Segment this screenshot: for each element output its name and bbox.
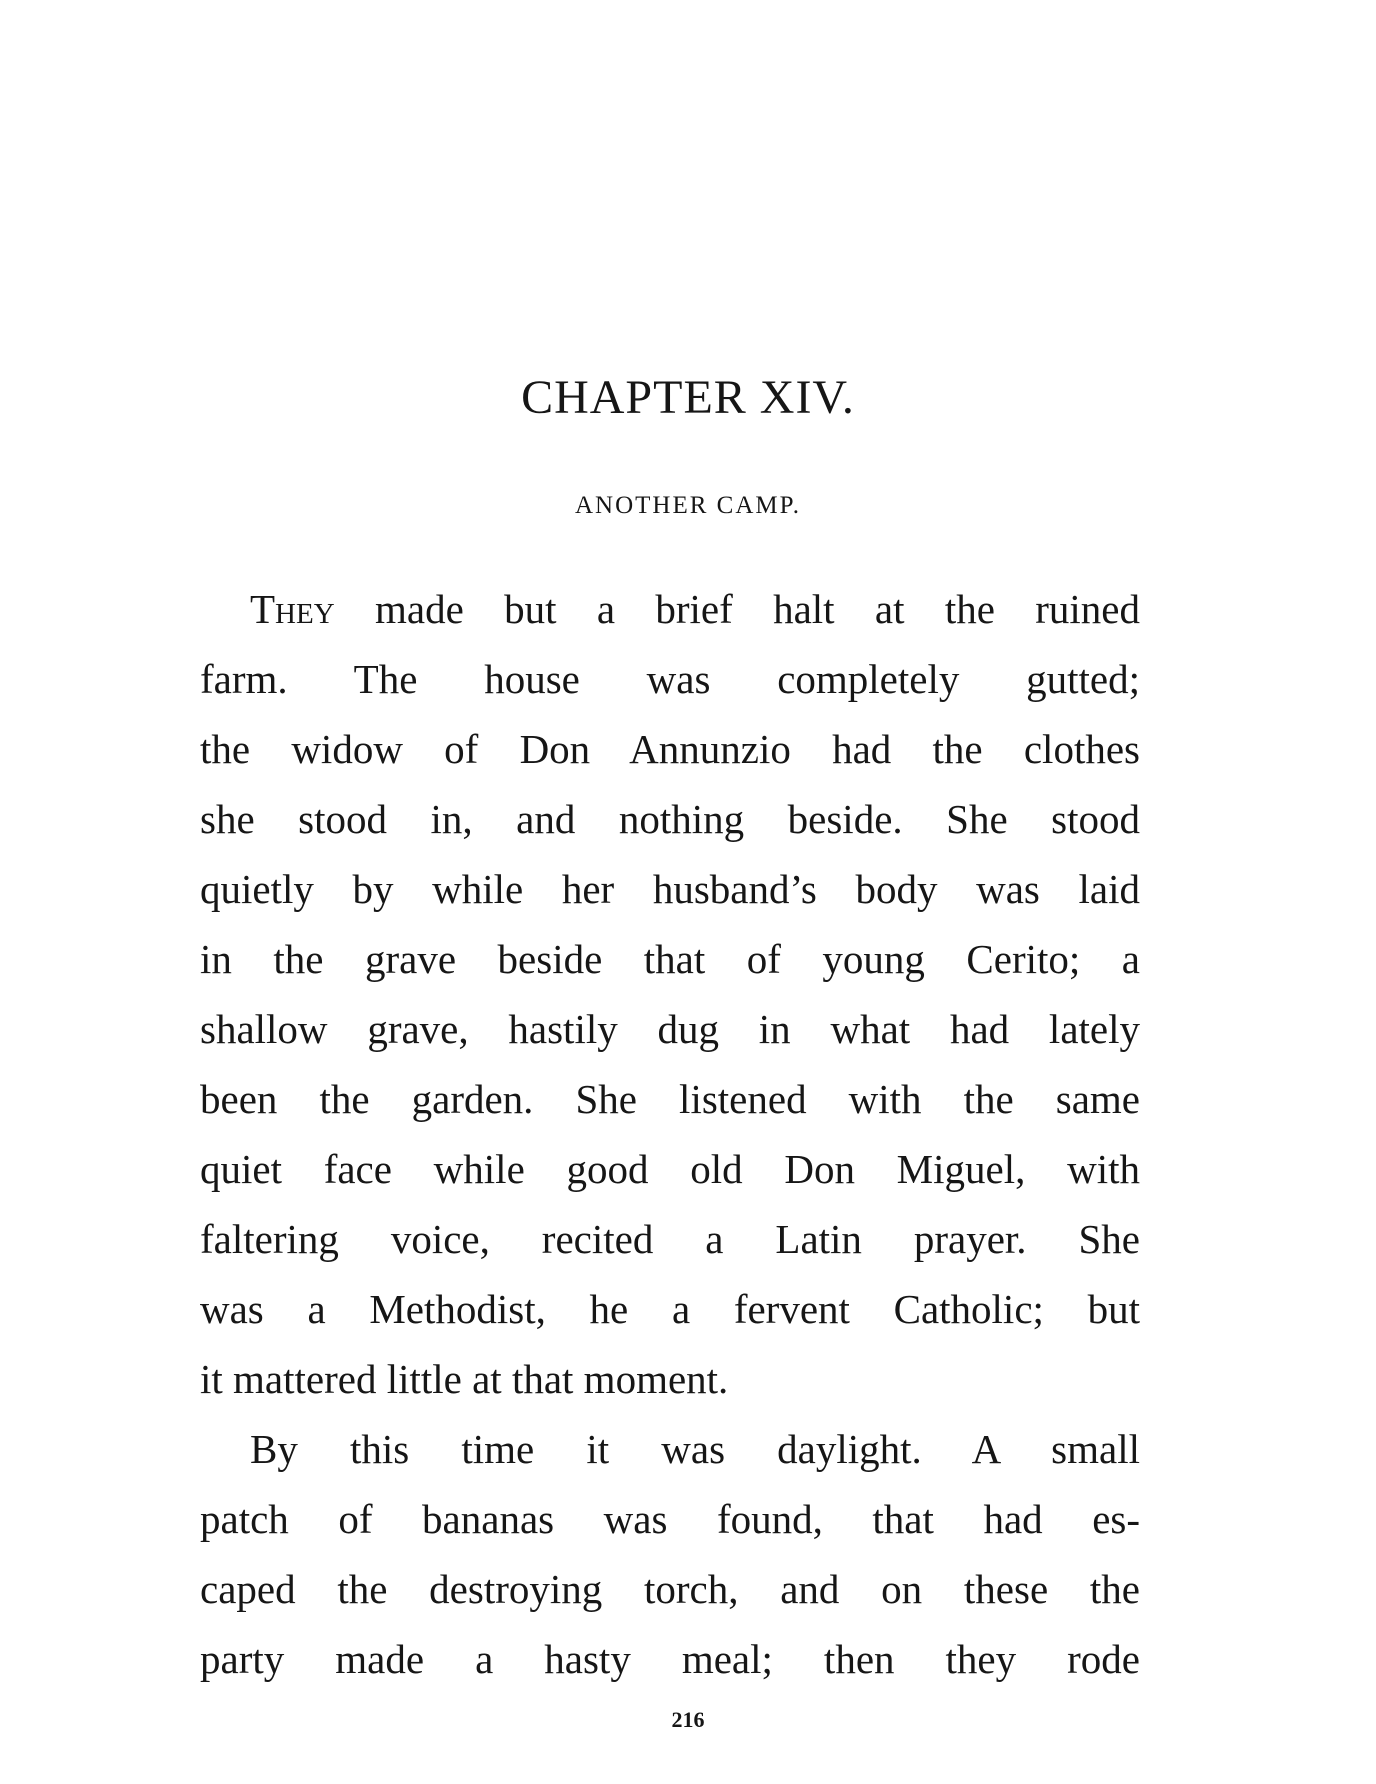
text-line: it mattered little at that moment. <box>200 1356 729 1402</box>
text-line: was a Methodist, he a fervent Catholic; but <box>200 1286 1140 1332</box>
text-line: in the grave beside that of young Cerito; a <box>200 936 1140 982</box>
text-line: quietly by while her husband’s body was laid <box>200 866 1140 912</box>
body-text <box>200 574 1140 1694</box>
text-line: party made a hasty meal; then they rode <box>200 1636 1140 1682</box>
paragraph-1 <box>200 574 1140 1414</box>
text-line: They made but a brief halt at the ruined <box>250 586 1140 632</box>
lead-word: They <box>250 586 335 632</box>
text-line: caped the destroying torch, and on these the <box>200 1566 1140 1612</box>
text-line: patch of bananas was found, that had es- <box>200 1496 1140 1542</box>
text-line: the widow of Don Annunzio had the clothes <box>200 726 1140 772</box>
text-line: faltering voice, recited a Latin prayer. She <box>200 1216 1140 1262</box>
text-line: farm. The house was completely gutted; <box>200 656 1140 702</box>
text-line: she stood in, and nothing beside. She stood <box>200 796 1140 842</box>
text-line: quiet face while good old Don Miguel, with <box>200 1146 1140 1192</box>
chapter-title: CHAPTER XIV. <box>521 371 855 424</box>
text-line: shallow grave, hastily dug in what had lately <box>200 1006 1140 1052</box>
chapter-subtitle: ANOTHER CAMP. <box>574 492 802 519</box>
page-number: 216 <box>671 1707 705 1732</box>
paragraph-2 <box>200 1414 1140 1694</box>
text-line: By this time it was daylight. A small <box>250 1426 1140 1472</box>
text-line: been the garden. She listened with the same <box>200 1076 1140 1122</box>
